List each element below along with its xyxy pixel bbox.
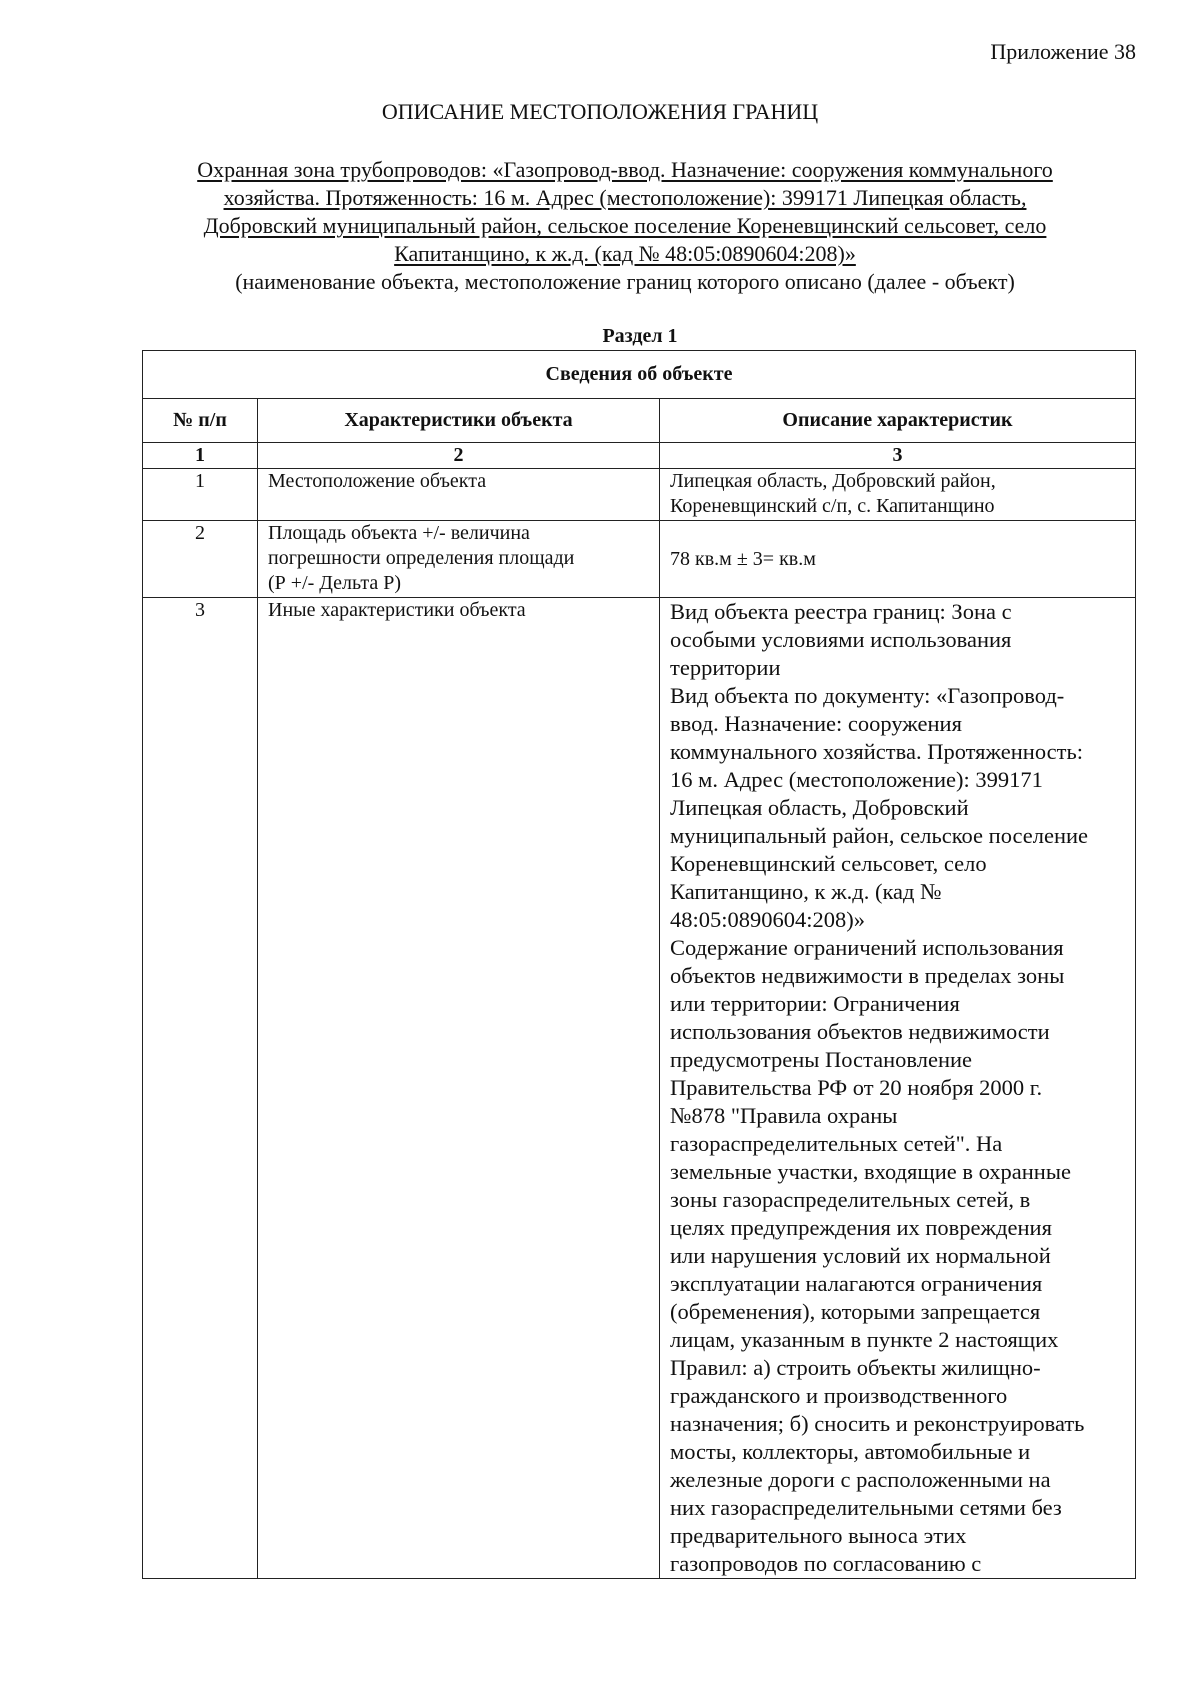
row-description: [660, 469, 1136, 521]
description-line: них газораспределительными сетями без: [670, 1495, 1062, 1520]
column-header-characteristic: Характеристики объекта: [258, 399, 660, 443]
section-label: Раздел 1: [602, 325, 678, 347]
characteristic-line: Площадь объекта +/- величина: [268, 522, 530, 544]
column-header-description: Описание характеристик: [660, 399, 1136, 443]
description-line: целях предупреждения их повреждения: [670, 1215, 1052, 1240]
object-name-line: Охранная зона трубопроводов: «Газопровод-ввод. Назначение: сооружения коммунального: [197, 157, 1053, 182]
row-description: [660, 598, 1136, 1579]
row-number: 3: [143, 598, 258, 1579]
description-line: Правительства РФ от 20 ноября 2000 г.: [670, 1075, 1043, 1100]
object-info-table: [142, 350, 1136, 1579]
object-name-line: Капитанщино, к ж.д. (кад № 48:05:0890604:208)»: [394, 241, 856, 266]
description-line: коммунального хозяйства. Протяженность:: [670, 739, 1083, 764]
table-row: [143, 521, 1136, 598]
row-number: 2: [143, 521, 258, 598]
table-title: Сведения об объекте: [143, 351, 1136, 399]
description-line: гражданского и производственного: [670, 1383, 1008, 1408]
description-line: газопроводов по согласованию с: [670, 1551, 982, 1576]
description-line: (обременения), которыми запрещается: [670, 1299, 1041, 1324]
description-line: газораспределительных сетей". На: [670, 1131, 1003, 1156]
row-number: 1: [143, 469, 258, 521]
row-description: 78 кв.м ± 3= кв.м: [660, 521, 1136, 598]
column-number: 2: [258, 443, 660, 469]
column-header-row: [143, 399, 1136, 443]
description-line: территории: [670, 655, 781, 680]
description-line: лицам, указанным в пункте 2 настоящих: [670, 1327, 1059, 1352]
description-line: назначения; б) сносить и реконструировать: [670, 1411, 1085, 1436]
description-line: ввод. Назначение: сооружения: [670, 711, 962, 736]
description-line: особыми условиями использования: [670, 627, 1012, 652]
object-name-caption: (наименование объекта, местоположение границ которого описано (далее - объект): [235, 269, 1015, 294]
description-line: №878 "Правила охраны: [670, 1103, 898, 1128]
description-line: Кореневщинский с/п, с. Капитанщино: [670, 495, 995, 517]
description-line: Кореневщинский сельсовет, село: [670, 851, 987, 876]
object-name-line: Добровский муниципальный район, сельское поселение Кореневщинский сельсовет, село: [203, 213, 1047, 238]
description-line: земельные участки, входящие в охранные: [670, 1159, 1071, 1184]
description-line: предварительного выноса этих: [670, 1523, 967, 1548]
row-characteristic: Местоположение объекта: [258, 469, 660, 521]
description-line: мосты, коллекторы, автомобильные и: [670, 1439, 1031, 1464]
description-line: Правил: а) строить объекты жилищно-: [670, 1355, 1041, 1380]
document-title: ОПИСАНИЕ МЕСТОПОЛОЖЕНИЯ ГРАНИЦ: [381, 99, 819, 124]
description-line: объектов недвижимости в пределах зоны: [670, 963, 1065, 988]
description-line: эксплуатации налагаются ограничения: [670, 1271, 1043, 1296]
description-line: 16 м. Адрес (местоположение): 399171: [670, 767, 1043, 792]
appendix-number: Приложение 38: [990, 39, 1136, 64]
description-line: Капитанщино, к ж.д. (кад №: [670, 879, 942, 904]
description-line: Вид объекта реестра границ: Зона с: [670, 599, 1012, 624]
description-line: Вид объекта по документу: «Газопровод-: [670, 683, 1065, 708]
object-name: [130, 156, 1120, 268]
table-row: [143, 598, 1136, 1579]
column-number: 1: [143, 443, 258, 469]
description-line: Липецкая область, Добровский район,: [670, 470, 996, 492]
column-number-row: [143, 443, 1136, 469]
table-title-row: [143, 351, 1136, 399]
column-number: 3: [660, 443, 1136, 469]
description-line: Липецкая область, Добровский: [670, 795, 969, 820]
description-line: Содержание ограничений использования: [670, 935, 1064, 960]
description-line: зоны газораспределительных сетей, в: [670, 1187, 1031, 1212]
characteristic-line: погрешности определения площади: [268, 547, 575, 569]
characteristic-line: (Р +/- Дельта Р): [268, 572, 402, 594]
description-line: или территории: Ограничения: [670, 991, 960, 1016]
description-line: железные дороги с расположенными на: [670, 1467, 1051, 1492]
description-line: муниципальный район, сельское поселение: [670, 823, 1089, 848]
row-characteristic: [258, 521, 660, 598]
row-characteristic: Иные характеристики объекта: [258, 598, 660, 1579]
column-header-number: № п/п: [143, 399, 258, 443]
description-line: или нарушения условий их нормальной: [670, 1243, 1051, 1268]
object-name-line: хозяйства. Протяженность: 16 м. Адрес (местоположение): 399171 Липецкая область,: [223, 185, 1027, 210]
description-line: предусмотрены Постановление: [670, 1047, 973, 1072]
table-row: [143, 469, 1136, 521]
description-line: 48:05:0890604:208)»: [670, 907, 865, 932]
description-line: использования объектов недвижимости: [670, 1019, 1050, 1044]
